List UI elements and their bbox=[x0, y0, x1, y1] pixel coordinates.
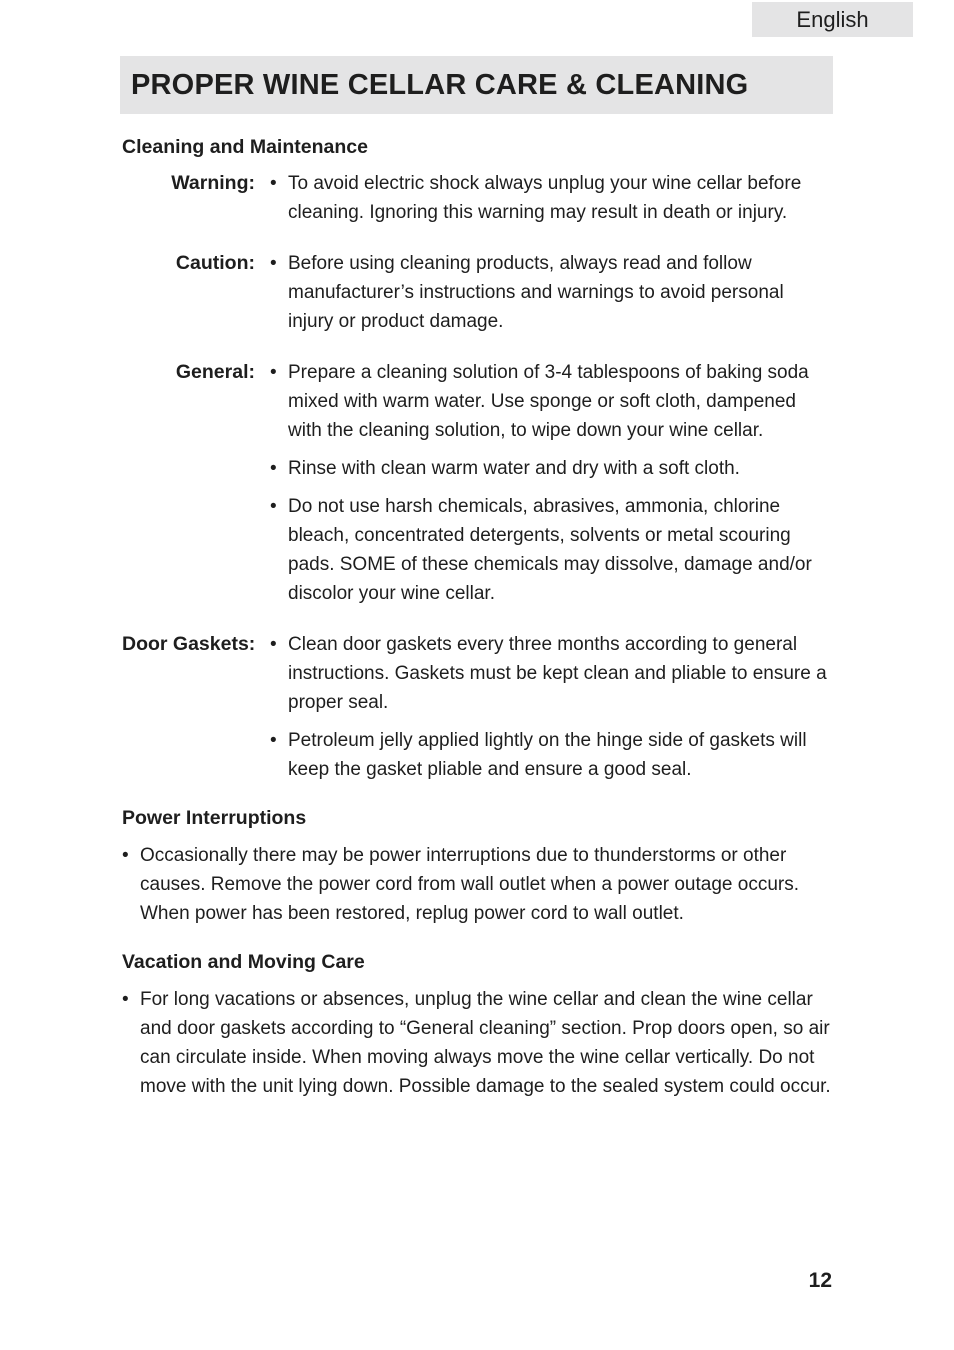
bullet-icon: • bbox=[270, 173, 277, 194]
entry-general bbox=[122, 358, 832, 608]
list-item: • Prepare a cleaning solution of 3-4 tablespoons of baking soda mixed with warm water. Use sponge or soft cloth, dampened with the cleaning solution, to wipe down your wine cellar. bbox=[270, 358, 832, 445]
bullet-icon: • bbox=[122, 989, 129, 1010]
page-number: 12 bbox=[808, 1269, 832, 1292]
bullet-icon: • bbox=[270, 253, 277, 274]
list-item: • Clean door gaskets every three months according to general instructions. Gaskets must be kept clean and pliable to ensure a proper seal. bbox=[270, 630, 832, 717]
list-item: • For long vacations or absences, unplug the wine cellar and clean the wine cellar and door gaskets according to “General cleaning” section. Prop doors open, so air can circulate inside. When moving always move the wine cellar vertically. Do not move with the unit lying down. Possible damage to the sealed system could occur. bbox=[122, 985, 832, 1101]
bullet-icon: • bbox=[122, 845, 129, 866]
title-bar bbox=[120, 56, 833, 114]
entry-label: Door Gaskets: bbox=[122, 633, 256, 655]
list-item: • To avoid electric shock always unplug your wine cellar before cleaning. Ignoring this warning may result in death or injury. bbox=[270, 169, 832, 227]
main-content bbox=[122, 131, 832, 1101]
entry-warning bbox=[122, 169, 832, 227]
section-heading-cleaning: Cleaning and Maintenance bbox=[122, 136, 368, 158]
language-tab[interactable]: English bbox=[752, 2, 913, 37]
section-heading-vacation: Vacation and Moving Care bbox=[122, 951, 365, 973]
entry-caution bbox=[122, 249, 832, 336]
bullet-icon: • bbox=[270, 496, 277, 517]
section-vacation bbox=[122, 946, 832, 1101]
entry-label: Caution: bbox=[175, 252, 255, 274]
section-heading-power: Power Interruptions bbox=[122, 807, 307, 829]
list-item: • Petroleum jelly applied lightly on the hinge side of gaskets will keep the gasket pliable and ensure a good seal. bbox=[270, 726, 832, 784]
entry-door-gaskets bbox=[122, 630, 832, 784]
list-item: • Occasionally there may be power interruptions due to thunderstorms or other causes. Remove the power cord from wall outlet when a power outage occurs. When power has been restored, replug power cord to wall outlet. bbox=[122, 841, 832, 928]
bullet-icon: • bbox=[270, 458, 277, 479]
section-power bbox=[122, 802, 832, 928]
bullet-icon: • bbox=[270, 362, 277, 383]
page-title: PROPER WINE CELLAR CARE & CLEANING bbox=[131, 69, 749, 101]
list-item: • Before using cleaning products, always read and follow manufacturer’s instructions and warnings to avoid personal injury or product damage. bbox=[270, 249, 832, 336]
list-item: • Rinse with clean warm water and dry with a soft cloth. bbox=[270, 454, 832, 483]
list-item: • Do not use harsh chemicals, abrasives, ammonia, chlorine bleach, concentrated detergents, solvents or metal scouring pads. SOME of these chemicals may dissolve, damage and/or discolor your wine cellar. bbox=[270, 492, 832, 608]
bullet-icon: • bbox=[270, 730, 277, 751]
bullet-icon: • bbox=[270, 634, 277, 655]
entry-label: General: bbox=[175, 361, 255, 383]
entry-label: Warning: bbox=[171, 172, 255, 194]
